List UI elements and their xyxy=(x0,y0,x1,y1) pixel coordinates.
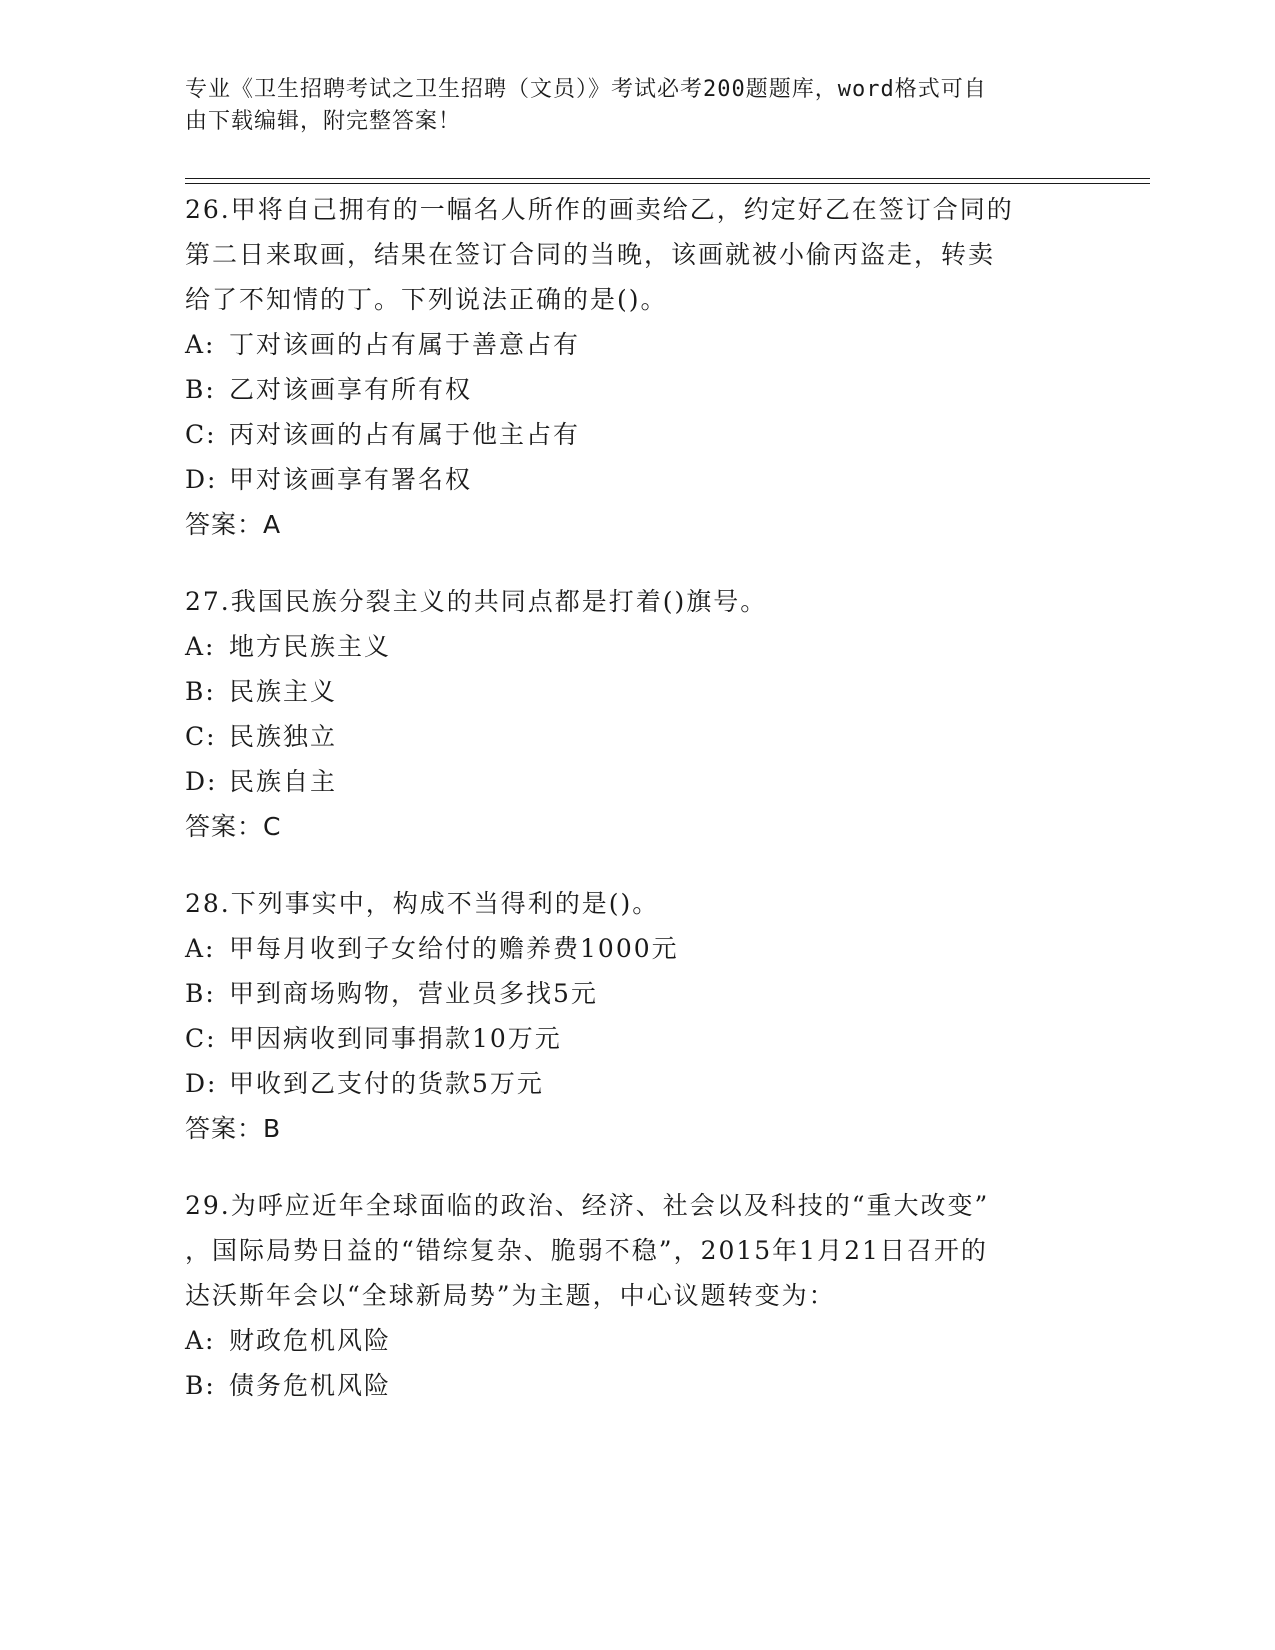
option-key: B: xyxy=(185,375,216,404)
option-text: 甲因病收到同事捐款10万元 xyxy=(229,1024,562,1053)
question-26 xyxy=(185,187,1085,547)
option-d xyxy=(185,759,1085,804)
header-rule-top xyxy=(185,178,1150,179)
option-text: 债务危机风险 xyxy=(229,1371,392,1400)
option-key: C: xyxy=(185,1024,217,1053)
option-a xyxy=(185,926,1085,971)
header-rule-bottom xyxy=(185,183,1150,184)
option-b xyxy=(185,367,1085,412)
answer-label: 答案：B xyxy=(185,1114,282,1143)
option-a xyxy=(185,1318,1085,1363)
option-text: 甲收到乙支付的货款5万元 xyxy=(229,1069,544,1098)
option-key: B: xyxy=(185,979,216,1008)
option-d xyxy=(185,1061,1085,1106)
question-27 xyxy=(185,579,1085,849)
option-key: C: xyxy=(185,420,217,449)
option-key: B: xyxy=(185,677,216,706)
question-29 xyxy=(185,1183,1085,1408)
option-key: D: xyxy=(185,1069,218,1098)
option-key: A: xyxy=(185,330,216,359)
option-key: B: xyxy=(185,1371,216,1400)
option-text: 民族主义 xyxy=(229,677,338,706)
option-text: 财政危机风险 xyxy=(229,1326,392,1355)
option-a xyxy=(185,624,1085,669)
option-b xyxy=(185,669,1085,714)
option-d xyxy=(185,457,1085,502)
option-b xyxy=(185,1363,1085,1408)
question-text-line: 给了不知情的丁。下列说法正确的是()。 xyxy=(185,285,668,314)
option-text: 民族独立 xyxy=(229,722,338,751)
question-text-line: 27.我国民族分裂主义的共同点都是打着()旗号。 xyxy=(185,587,768,616)
option-key: A: xyxy=(185,632,216,661)
header-line-2: 由下载编辑，附完整答案！ xyxy=(185,109,462,134)
option-text: 地方民族主义 xyxy=(229,632,392,661)
option-text: 甲到商场购物，营业员多找5元 xyxy=(229,979,598,1008)
question-text-line: 29.为呼应近年全球面临的政治、经济、社会以及科技的“重大改变” xyxy=(185,1191,990,1220)
question-text-line: ，国际局势日益的“错综复杂、脆弱不稳”，2015年1月21日召开的 xyxy=(185,1236,988,1265)
option-key: A: xyxy=(185,1326,216,1355)
question-28 xyxy=(185,881,1085,1151)
question-text-line: 28.下列事实中，构成不当得利的是()。 xyxy=(185,889,660,918)
option-text: 民族自主 xyxy=(229,767,338,796)
option-text: 丙对该画的占有属于他主占有 xyxy=(229,420,581,449)
question-text-line: 第二日来取画，结果在签订合同的当晚，该画就被小偷丙盗走，转卖 xyxy=(185,240,996,269)
question-text-line: 26.甲将自己拥有的一幅名人所作的画卖给乙，约定好乙在签订合同的 xyxy=(185,195,1014,224)
option-key: A: xyxy=(185,934,216,963)
option-key: D: xyxy=(185,465,218,494)
option-text: 甲每月收到子女给付的赡养费1000元 xyxy=(229,934,679,963)
option-b xyxy=(185,971,1085,1016)
option-text: 甲对该画享有署名权 xyxy=(229,465,473,494)
option-text: 乙对该画享有所有权 xyxy=(229,375,473,404)
document-header xyxy=(185,74,1065,138)
answer-label: 答案：A xyxy=(185,510,282,539)
option-key: C: xyxy=(185,722,217,751)
question-list xyxy=(185,187,1085,1440)
option-a xyxy=(185,322,1085,367)
option-c xyxy=(185,714,1085,759)
option-c xyxy=(185,1016,1085,1061)
option-text: 丁对该画的占有属于善意占有 xyxy=(229,330,581,359)
option-c xyxy=(185,412,1085,457)
question-text-line: 达沃斯年会以“全球新局势”为主题，中心议题转变为： xyxy=(185,1281,836,1310)
option-key: D: xyxy=(185,767,218,796)
answer-label: 答案：C xyxy=(185,812,282,841)
header-line-1: 专业《卫生招聘考试之卫生招聘（文员）》考试必考200题题库，word格式可自 xyxy=(185,77,987,102)
